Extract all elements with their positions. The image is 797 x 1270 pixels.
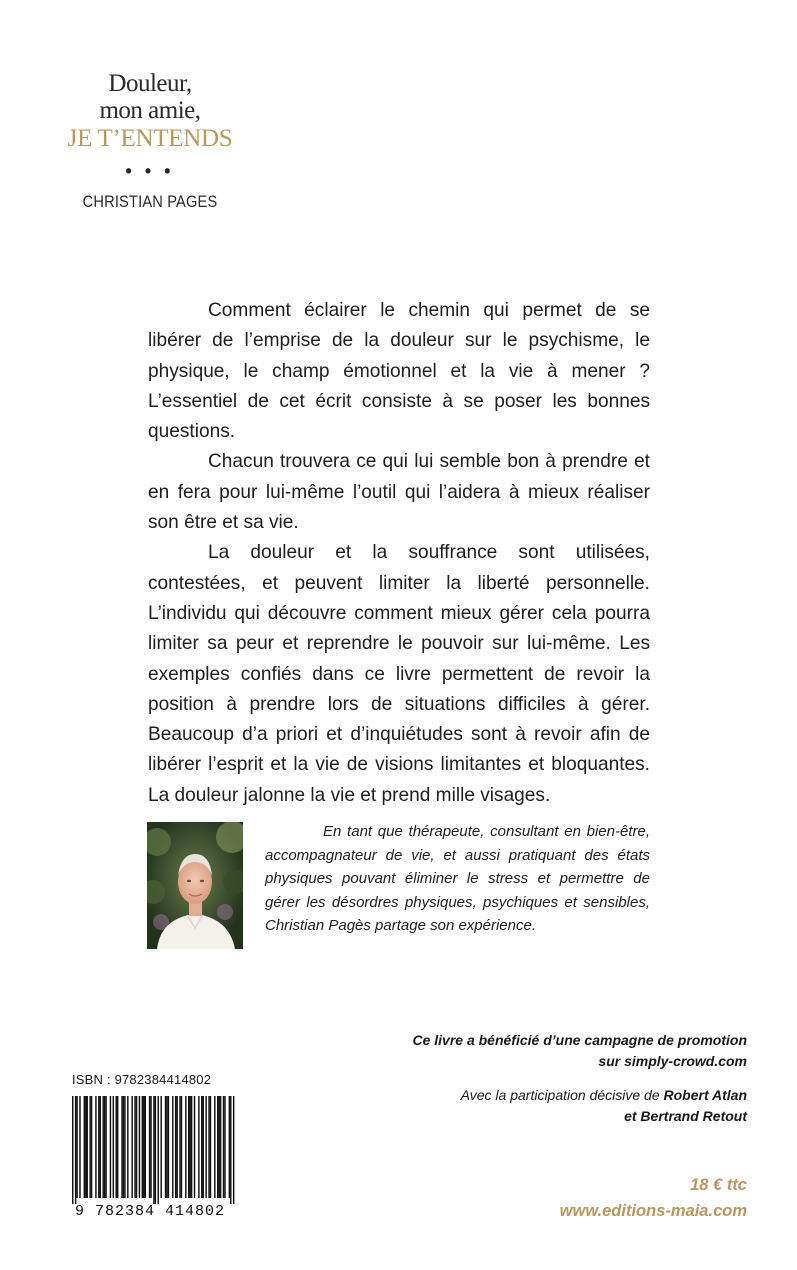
cover-title-block	[60, 70, 240, 212]
barcode-digits: 9 782384 414802	[74, 1203, 226, 1218]
promo-participation	[347, 1085, 747, 1106]
barcode-bar	[214, 1096, 215, 1198]
barcode-bar	[104, 1096, 105, 1198]
author-name: CHRISTIAN PAGES	[82, 192, 218, 211]
barcode	[64, 1094, 236, 1223]
barcode-bar	[139, 1096, 140, 1198]
summary-paragraph-2: Chacun trouvera ce qui lui semble bon à prendre et en fera pour lui-même l’outil qui l’aidera à mieux réaliser son être et sa vie.	[148, 451, 650, 534]
barcode-bar	[134, 1096, 135, 1198]
barcode-bar	[117, 1096, 118, 1198]
barcode-bar	[113, 1096, 114, 1198]
barcode-bar	[150, 1096, 151, 1198]
title-line-3: JE T’ENTENDS	[67, 125, 233, 152]
barcode-bar	[110, 1096, 111, 1198]
barcode-bar	[181, 1096, 182, 1198]
barcode-bar	[220, 1096, 221, 1198]
barcode-bar	[229, 1096, 230, 1198]
barcode-bar	[194, 1096, 195, 1198]
barcode-bar	[149, 1096, 150, 1198]
barcode-bar	[72, 1096, 73, 1204]
promo-block	[347, 1030, 747, 1127]
barcode-bar	[179, 1096, 180, 1198]
barcode-bar	[208, 1096, 209, 1198]
promo-name-2: et Bertrand Retout	[624, 1108, 747, 1124]
author-portrait-image	[147, 822, 243, 949]
promo-line-1: Ce livre a bénéficié d’une campagne de promotion	[412, 1032, 747, 1048]
author-photo	[147, 822, 243, 949]
barcode-bar	[79, 1096, 80, 1198]
isbn-label: ISBN : 9782384414802	[72, 1072, 212, 1087]
barcode-bar	[142, 1096, 143, 1198]
barcode-bar	[230, 1096, 231, 1204]
barcode-bar	[175, 1096, 176, 1198]
barcode-bar	[158, 1096, 159, 1204]
barcode-bar	[76, 1096, 77, 1198]
barcode-bar	[100, 1096, 101, 1198]
publisher-website: www.editions-maia.com	[559, 1202, 747, 1220]
barcode-bar	[168, 1096, 169, 1198]
barcode-bar	[188, 1096, 189, 1198]
barcode-bar	[165, 1096, 166, 1198]
barcode-bar	[131, 1096, 132, 1198]
barcode-bar	[172, 1096, 173, 1198]
promo-participation-prefix: Avec la participation décisive de	[460, 1087, 664, 1103]
barcode-graphic	[64, 1094, 236, 1218]
promo-line-2: sur simply-crowd.com	[598, 1053, 747, 1069]
barcode-bar	[136, 1096, 137, 1198]
barcode-bar	[75, 1096, 76, 1204]
summary-paragraph-3: La douleur et la souffrance sont utilisées, contestées, et peuvent limiter la liberté personnelle. L’individu qui découvre comment mieux gérer cela pourra limiter sa peur et reprendre le pouvoir sur lui-même. Les exemples confiés dans ce livre permettent de revoir la position à prendre lors de situations difficiles à gérer. Beaucoup d’a priori et d’inquiétudes sont à revoir afin de libérer l’esprit et la vie de visions limitantes et bloquantes. La douleur jalonne la vie et prend mille visages.	[148, 542, 650, 806]
barcode-bar	[155, 1096, 156, 1204]
barcode-bar	[203, 1096, 204, 1198]
title-dots: • • •	[125, 161, 175, 181]
barcode-bar	[121, 1096, 122, 1198]
barcode-bar	[201, 1096, 202, 1198]
summary-paragraph-1: Comment éclairer le chemin qui permet de se libérer de l’emprise de la douleur sur le psychisme, le physique, le champ émotionnel et la vie à mener ? L’essentiel de cet écrit consiste à se poser les bonnes questions.	[148, 300, 650, 443]
barcode-bar	[95, 1096, 96, 1198]
barcode-bar	[217, 1096, 218, 1198]
barcode-bar	[127, 1096, 128, 1198]
barcode-bar	[198, 1096, 199, 1198]
back-cover-summary	[148, 296, 650, 811]
barcode-bar	[143, 1096, 144, 1198]
barcode-bar	[105, 1096, 106, 1198]
promo-name-1: Robert Atlan	[663, 1087, 747, 1103]
barcode-bar	[123, 1096, 124, 1198]
barcode-bar	[233, 1096, 234, 1204]
barcode-bar	[124, 1096, 125, 1198]
barcode-bar	[185, 1096, 186, 1198]
barcode-bar	[116, 1096, 117, 1198]
price-block	[560, 1172, 747, 1224]
barcode-bar	[218, 1096, 219, 1198]
title-line-2: mon amie,	[99, 97, 201, 124]
barcode-bar	[224, 1096, 225, 1198]
barcode-bar	[91, 1096, 92, 1198]
barcode-bar	[85, 1096, 86, 1198]
barcode-bar	[160, 1096, 161, 1198]
price: 18 € ttc	[690, 1176, 747, 1194]
author-bio	[265, 820, 650, 938]
barcode-bar	[102, 1096, 103, 1198]
barcode-bar	[87, 1096, 88, 1198]
barcode-bar	[166, 1096, 167, 1198]
barcode-bar	[205, 1096, 206, 1198]
barcode-bar	[223, 1096, 224, 1198]
title-line-1: Douleur,	[108, 70, 192, 97]
barcode-bar	[189, 1096, 190, 1198]
barcode-bar	[145, 1096, 146, 1198]
barcode-bar	[89, 1096, 90, 1198]
barcode-bar	[84, 1096, 85, 1198]
author-bio-text: En tant que thérapeute, consultant en bien-être, accompagnateur de vie, et aussi pratiquant des états physiques pouvant éliminer le stress et permettre de gérer les désordres physiques, psychiques et sensibles, Christian Pagès partage son expérience.	[265, 823, 650, 935]
barcode-bar	[191, 1096, 192, 1198]
barcode-bar	[98, 1096, 99, 1198]
barcode-bar	[210, 1096, 211, 1198]
barcode-bar	[176, 1096, 177, 1198]
barcode-bar	[153, 1096, 154, 1204]
